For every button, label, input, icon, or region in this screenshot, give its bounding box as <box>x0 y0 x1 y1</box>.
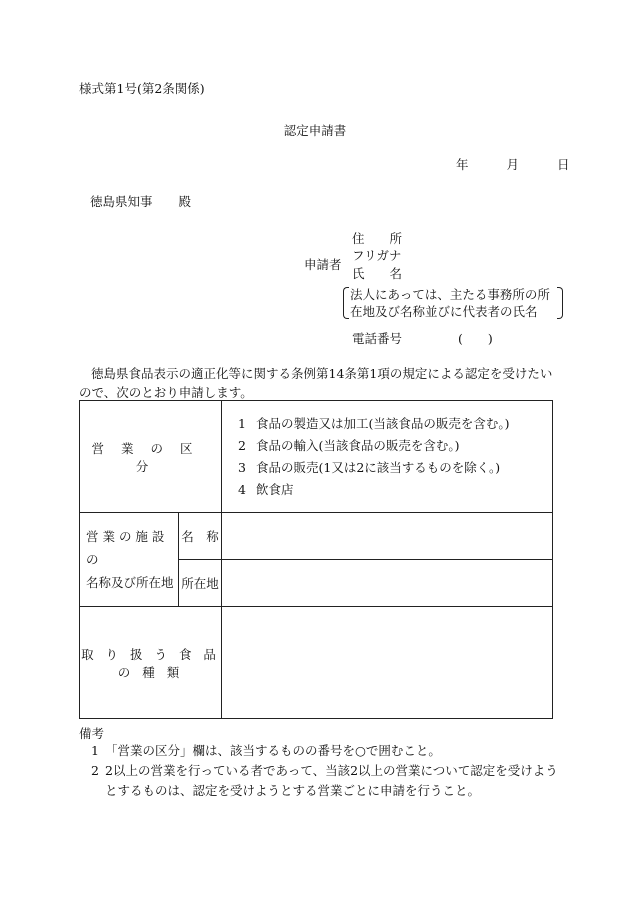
remark-item: 2 2以上の営業を行っている者であって、当該2以上の営業について認定を受けようとするものは、認定を受けようとする営業ごとに申請を行うこと。 <box>91 763 558 798</box>
phone-parens: ( ) <box>458 331 493 346</box>
category-item: 2 食品の輸入(当該食品の販売を含む。) <box>238 437 460 453</box>
facility-label: 営 業 の 施 設 の 名称及び所在地 <box>80 513 179 607</box>
category-item: 4 飲食店 <box>238 481 294 497</box>
category-item: 1 食品の製造又は加工(当該食品の販売を含む。) <box>238 415 510 431</box>
application-statement: 徳島県食品表示の適正化等に関する条例第14条第1項の規定による認定を受けたいので、次のとおり申請します。 <box>79 366 553 400</box>
food-kinds-row <box>80 607 553 719</box>
phone-label: 電話番号 <box>352 331 403 346</box>
form-number: 様式第1号(第2条関係) <box>79 81 205 96</box>
application-table <box>79 400 553 719</box>
furigana-label: フリガナ <box>352 248 402 263</box>
addressee-honorific: 殿 <box>178 194 192 209</box>
name-label: 氏 名 <box>352 266 403 281</box>
address-label: 住 所 <box>352 231 403 246</box>
facility-name-label: 名 称 <box>179 513 222 560</box>
applicant-label: 申請者 <box>304 257 342 272</box>
remarks-title: 備考 <box>79 726 105 741</box>
date-line <box>456 155 569 173</box>
addressee-name: 徳島県知事 <box>90 194 153 209</box>
facility-location-field[interactable] <box>222 560 553 607</box>
date-month: 月 <box>506 157 519 172</box>
corporate-note: 法人にあっては、主たる事務所の所在地及び名称並びに代表者の氏名 <box>343 286 563 320</box>
category-row <box>80 401 553 513</box>
phone-line <box>352 329 493 347</box>
facility-location-label: 所在地 <box>179 560 222 607</box>
category-label: 営業の区分 <box>80 401 222 513</box>
date-year: 年 <box>456 157 469 172</box>
document-title: 認定申請書 <box>283 123 347 138</box>
facility-name-field[interactable] <box>222 513 553 560</box>
addressee <box>90 192 191 210</box>
date-day: 日 <box>556 157 570 172</box>
facility-name-row <box>80 513 553 560</box>
food-kinds-label: 取 り 扱 う 食 品 の 種 類 <box>80 607 222 719</box>
remark-item: 1 「営業の区分」欄は、該当するものの番号を○で囲むこと。 <box>91 743 441 758</box>
food-kinds-field[interactable] <box>222 607 553 719</box>
category-list <box>222 401 553 513</box>
category-item: 3 食品の販売(1又は2に該当するものを除く。) <box>238 459 501 475</box>
